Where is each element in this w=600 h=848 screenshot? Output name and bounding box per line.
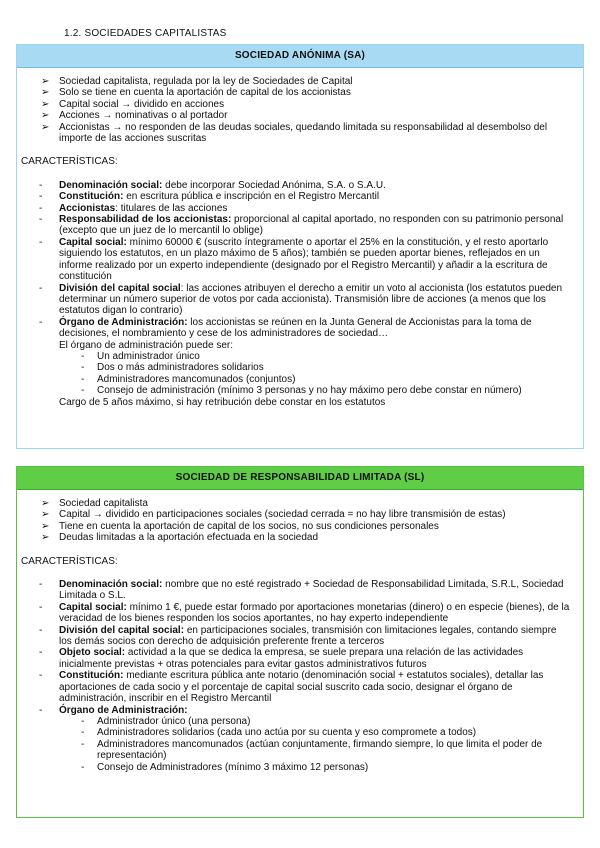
list-item: ➢ Solo se tiene en cuenta la aportación de capital de los accionistas <box>41 87 351 99</box>
list-item: - Responsabilidad de los accionistas: proporcional al capital aportado, no responden con su patrimonio personal (excepto que un juez de lo mercantil lo oblige) <box>39 214 564 237</box>
sa-characteristics <box>17 180 583 340</box>
sa-organ-options <box>17 351 583 397</box>
arrow-bullet-icon: ➢ <box>41 121 50 133</box>
sl-points <box>17 498 583 544</box>
list-item: ➢ Deudas limitadas a la aportación efectuada en la sociedad <box>41 532 319 544</box>
list-item: - Capital social: mínimo 60000 € (suscrito íntegramente o aportar el 25% en la constitución, y el resto aportarlo siguiendo los estatutos, en un plazo máximo de 5 años); también se pueden aportar bienes, reflejados en un informe realizado por un experto independiente (designado por el Registro Mercantil) y añadir a la escritura de constitución <box>39 236 549 283</box>
arrow-bullet-icon: ➢ <box>41 498 50 509</box>
list-item: ➢ Sociedad capitalista, regulada por la ley de Sociedades de Capital <box>41 76 353 87</box>
sa-points <box>17 76 583 144</box>
list-item: - Constitución: en escritura pública e inscripción en el Registro Mercantil <box>39 191 380 203</box>
sa-header: SOCIEDAD ANÓNIMA (SA) <box>17 45 583 68</box>
list-item: ➢ Capital social → dividido en acciones <box>41 98 225 110</box>
sl-characteristics-label: CARACTERÍSTICAS: <box>21 555 118 567</box>
sl-header: SOCIEDAD DE RESPONSABILIDAD LIMITADA (SL) <box>17 467 583 490</box>
arrow-bullet-icon: ➢ <box>41 509 50 521</box>
list-item: ➢ Accionistas → no responden de las deudas sociales, quedando limitada su responsabilidad al desembolso del importe de las acciones suscritas <box>41 121 548 145</box>
sl-characteristics <box>17 579 583 716</box>
list-item: - Consejo de Administradores (mínimo 3 máximo 12 personas) <box>81 761 369 773</box>
list-item: - Administradores mancomunados (actúan conjuntamente, firmando siempre, lo que limita el poder de representación) <box>81 738 543 762</box>
sa-box <box>16 44 584 449</box>
sl-box <box>16 466 584 818</box>
sa-characteristics-label: CARACTERÍSTICAS: <box>21 156 118 168</box>
list-item: - Denominación social: debe incorporar Sociedad Anónima, S.A. o S.A.U. <box>39 179 386 191</box>
list-item: - División del capital social: en participaciones sociales, transmisión con limitaciones legales, contando siempre los demás socios con derecho de adquisición preferente frente a terceros <box>39 624 557 648</box>
list-item: - Constitución: mediante escritura pública ante notario (denominación social + estatutos sociales), detallar las aportaciones de cada socio y el porcentaje de capital social suscrito cada socio, designar el órgano de administración, inscribir en el Registro Mercantil <box>39 670 544 705</box>
list-item: - Denominación social: nombre que no esté registrado + Sociedad de Responsabilidad Limitada, S.R.L, Sociedad Limitada o S.L. <box>39 579 564 602</box>
list-item: - Administradores mancomunados (conjuntos) <box>81 373 296 385</box>
arrow-bullet-icon: ➢ <box>41 98 50 110</box>
arrow-bullet-icon: ➢ <box>41 110 50 122</box>
list-item: - División del capital social: las acciones atribuyen el derecho a emitir un voto al accionista (los estatutos pueden determinar un número superior de votos por cada accionista). Transmisión libre de acciones (a menos que los estatutos digan lo contrario) <box>39 282 563 317</box>
list-item: - Órgano de Administración: los accionistas se reúnen en la Junta General de Accionistas para la toma de decisiones, el nombramiento y cese de los administradores de sociedad… <box>39 316 532 340</box>
arrow-bullet-icon: ➢ <box>41 76 50 87</box>
section-title: 1.2. SOCIEDADES CAPITALISTAS <box>64 28 227 39</box>
list-item: ➢ Tiene en cuenta la aportación de capital de los socios, no sus condiciones personales <box>41 520 439 532</box>
arrow-bullet-icon: ➢ <box>41 520 50 532</box>
list-item: - Accionistas: titulares de las acciones <box>39 202 228 214</box>
list-item: - Consejo de administración (mínimo 3 personas y no hay máximo pero debe constar en número) <box>81 385 522 397</box>
list-item: - Dos o más administradores solidarios <box>81 362 264 374</box>
list-item: - Administradores solidarios (cada uno actúa por su cuenta y eso compromete a todos) <box>81 727 477 739</box>
list-item: - Administrador único (una persona) <box>81 715 251 727</box>
list-item: ➢ Acciones → nominativas o al portador <box>41 110 228 122</box>
list-item: - Objeto social: actividad a la que se dedica la empresa, se suele prepara una relación de las actividades inicialmente previstas + otras potenciales para evitar gastos administrativos futuros <box>39 647 524 670</box>
arrow-bullet-icon: ➢ <box>41 532 50 544</box>
list-item: - Un administrador único <box>81 350 200 362</box>
sa-organ-intro: El órgano de administración puede ser: <box>59 339 233 351</box>
list-item: - Capital social: mínimo 1 €, puede estar formado por aportaciones monetarias (dinero) o en especie (bienes), de la veracidad de los bienes responden los socios aportantes, no hay experto independiente <box>39 601 570 625</box>
sa-organ-note: Cargo de 5 años máximo, si hay retribución debe constar en los estatutos <box>59 396 386 408</box>
list-item: ➢ Capital → dividido en participaciones sociales (sociedad cerrada = no hay libre transmisión de estas) <box>41 509 506 521</box>
sl-organ-options <box>17 716 583 773</box>
arrow-bullet-icon: ➢ <box>41 87 50 99</box>
list-item: ➢ Sociedad capitalista <box>41 498 148 509</box>
list-item: - Órgano de Administración: <box>39 704 188 716</box>
